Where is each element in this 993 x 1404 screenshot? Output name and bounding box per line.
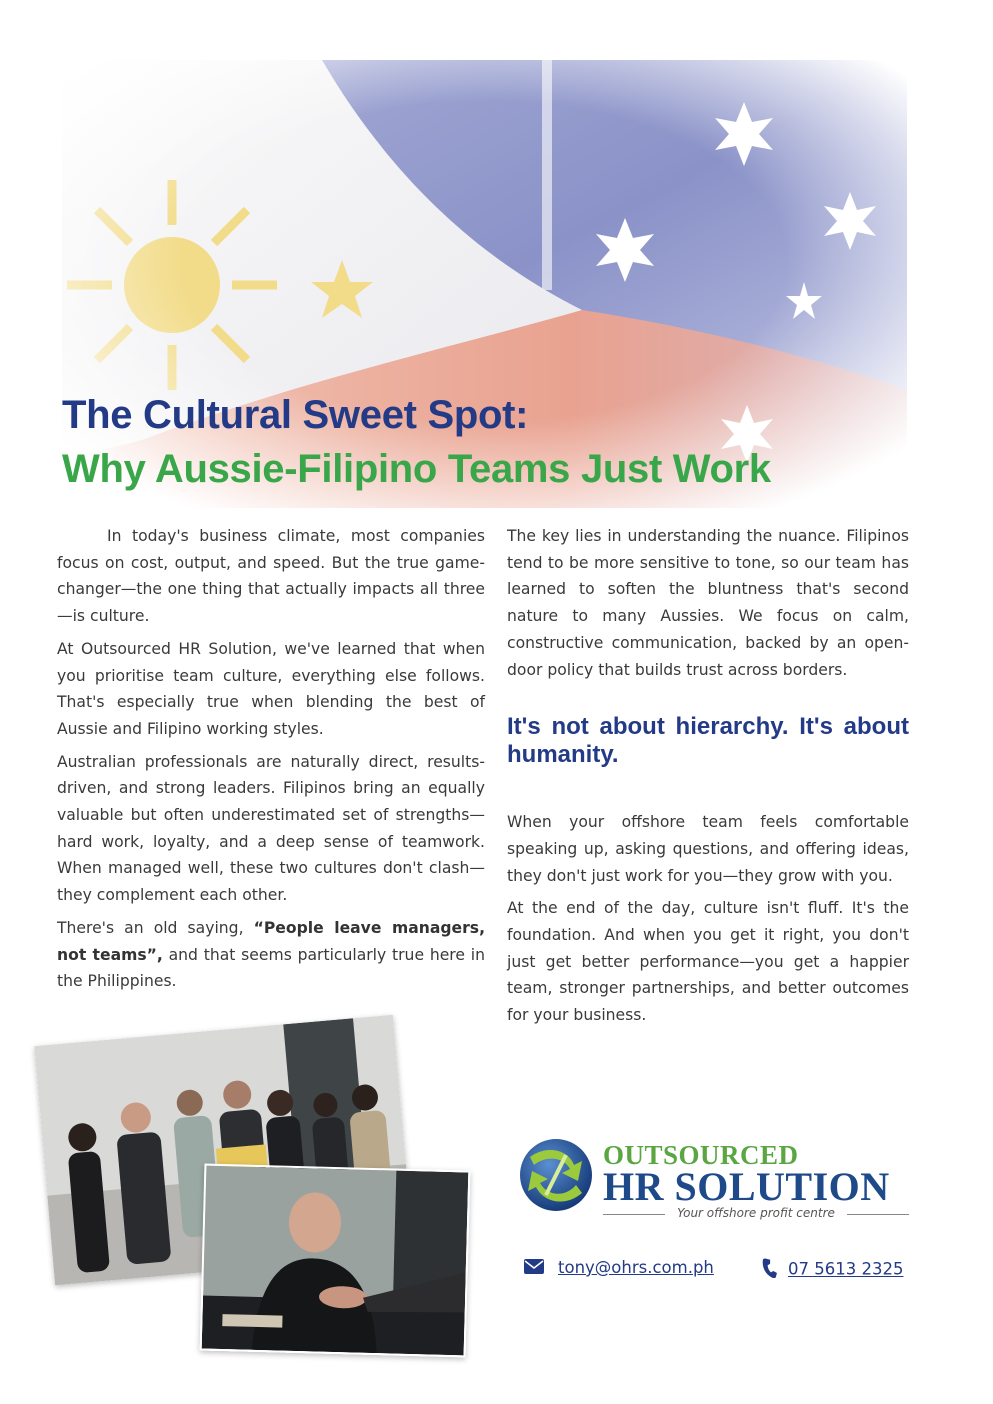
paragraph: In today's business climate, most companies focus on cost, output, and speed. But the true game-changer—the one thing that actually impacts all three—is culture. bbox=[57, 527, 485, 626]
subheading: It's not about hierarchy. It's about humanity. bbox=[507, 713, 909, 769]
phone-link[interactable]: 07 5613 2325 bbox=[788, 1259, 904, 1279]
company-logo bbox=[516, 1133, 910, 1223]
contact-email bbox=[524, 1258, 714, 1278]
paragraph: When your offshore team feels comfortable speaking up, asking questions, and offering ideas, they don't just work for you—they grow with you. bbox=[507, 813, 909, 885]
logo-text-outsourced: OUTSOURCED bbox=[603, 1140, 799, 1170]
globe-arrows-icon bbox=[516, 1135, 596, 1215]
contact-phone bbox=[760, 1258, 903, 1282]
logo-text-hr-solution: HR SOLUTION bbox=[603, 1164, 890, 1209]
email-link[interactable]: tony@ohrs.com.ph bbox=[558, 1258, 714, 1277]
paragraph: At the end of the day, culture isn't fluff. It's the foundation. And when you get it right, you don't just get better performance—you get a happier team, stronger partnerships, and better outcomes for your business. bbox=[507, 899, 909, 1025]
left-column bbox=[57, 523, 485, 1001]
title-line-1: The Cultural Sweet Spot: bbox=[62, 393, 529, 437]
paragraph-with-quote bbox=[57, 915, 485, 995]
phone-handset-icon bbox=[760, 1258, 780, 1282]
right-column bbox=[507, 523, 909, 1035]
paragraph-text: There's an old saying, bbox=[57, 918, 254, 937]
paragraph-text: and that seems particularly true here in the Philippines. bbox=[57, 945, 485, 991]
envelope-icon bbox=[524, 1259, 544, 1278]
paragraph: At Outsourced HR Solution, we've learned that when you prioritise team culture, everything else follows. That's especially true when blending the best of Aussie and Filipino working styles. bbox=[57, 639, 485, 738]
logo-tagline: Your offshore profit centre bbox=[603, 1206, 909, 1220]
quote: “People leave managers, not teams”, bbox=[57, 918, 486, 964]
page-title bbox=[62, 395, 771, 489]
paragraph: The key lies in understanding the nuance. Filipinos tend to be more sensitive to tone, so our team has learned to soften the bluntness that's second nature to many Aussies. We focus on calm, constructive communication, backed by an open-door policy that builds trust across borders. bbox=[507, 527, 909, 679]
title-line-2: Why Aussie-Filipino Teams Just Work bbox=[62, 447, 771, 491]
handshake-photo bbox=[200, 1164, 471, 1358]
paragraph: Australian professionals are naturally direct, results-driven, and strong leaders. Filipinos bring an equally valuable but often underestimated set of strengths—hard work, loyalty, and a deep sense of teamwork. When managed well, these two cultures don't clash—they complement each other. bbox=[57, 752, 485, 905]
